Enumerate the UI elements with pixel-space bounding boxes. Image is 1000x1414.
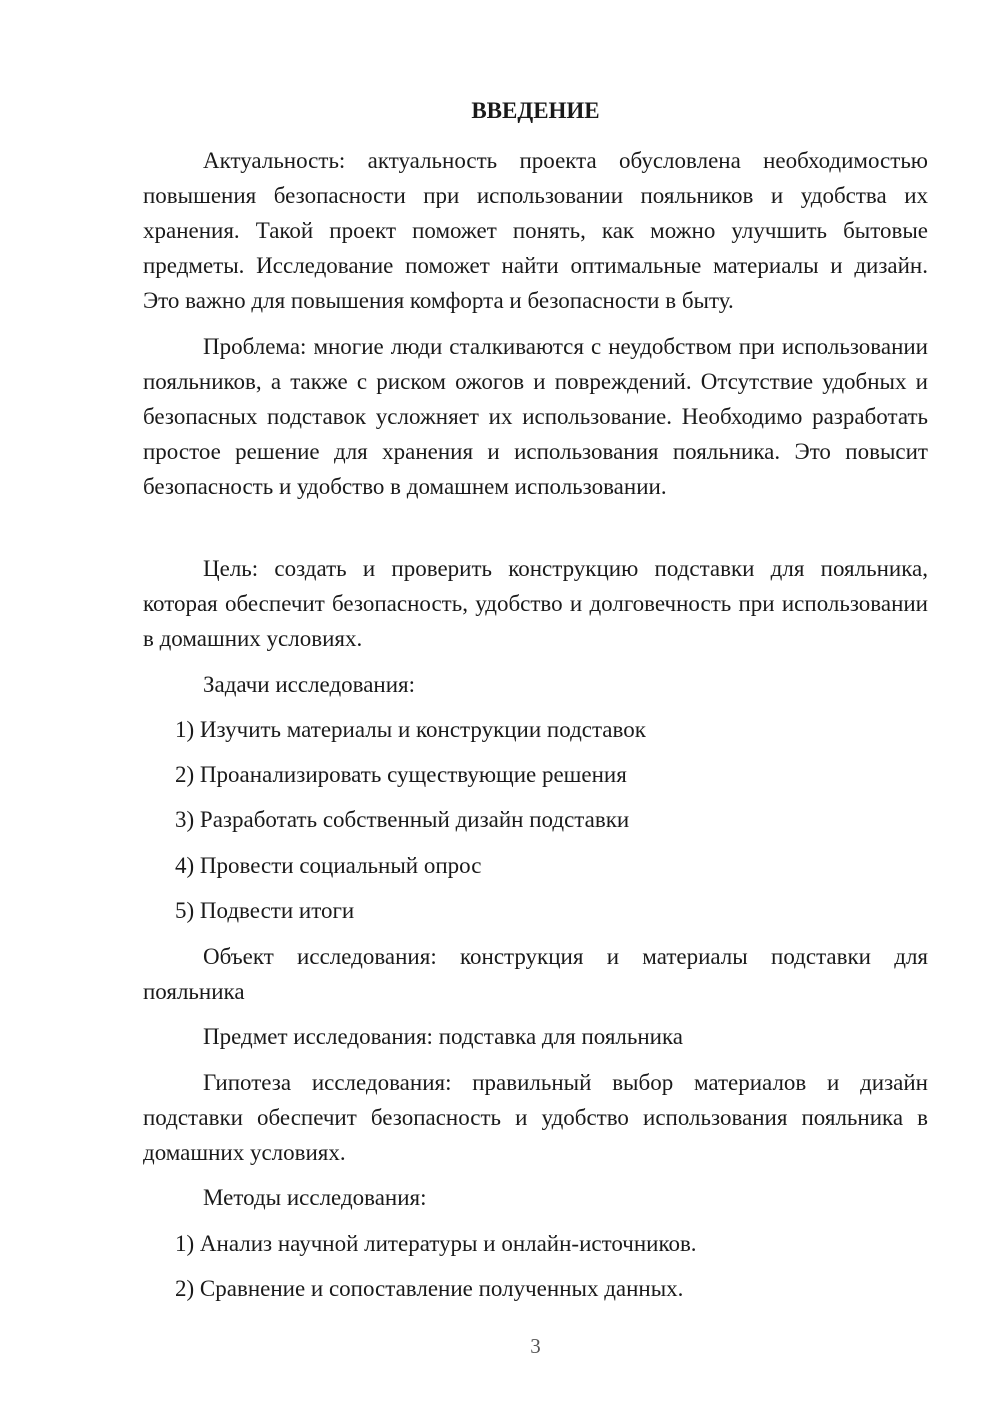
method-item: 2) Сравнение и сопоставление полученных данных. [175,1276,684,1301]
page-number: 3 [530,1334,541,1358]
tasks-heading: Задачи исследования: [203,672,416,697]
subject-paragraph: Предмет исследования: подставка для пояльника [203,1024,684,1049]
method-item: 1) Анализ научной литературы и онлайн-источников. [175,1231,697,1256]
methods-heading: Методы исследования: [203,1185,427,1210]
task-item: 2) Проанализировать существующие решения [175,762,627,787]
task-item: 5) Подвести итоги [175,898,355,923]
problem-paragraph: Проблема: многие люди сталкиваются с неудобством при использовании пояльников, а также с риском ожогов и повреждений. Отсутствие удобных и безопасных подставок усложняет их использование. Необходимо разработать простое решение для хранения и использования пояльника. Это повысит безопасность и удобство в домашнем использовании. [143,334,928,499]
task-item: 4) Провести социальный опрос [175,853,482,878]
object-paragraph: Объект исследования: конструкция и материалы подставки для пояльника [143,944,928,1004]
section-title: ВВЕДЕНИЕ [471,98,600,123]
goal-paragraph: Цель: создать и проверить конструкцию подставки для пояльника, которая обеспечит безопасность, удобство и долговечность при использовании в домашних условиях. [143,556,928,651]
task-item: 3) Разработать собственный дизайн подставки [175,807,630,832]
task-item: 1) Изучить материалы и конструкции подставок [175,717,646,742]
relevance-paragraph: Актуальность: актуальность проекта обусловлена необходимостью повышения безопасности при использовании пояльников и удобства их хранения. Такой проект поможет понять, как можно улучшить бытовые предметы. Исследование поможет найти оптимальные материалы и дизайн. Это важно для повышения комфорта и безопасности в быту. [143,148,928,313]
hypothesis-paragraph: Гипотеза исследования: правильный выбор материалов и дизайн подставки обеспечит безопасность и удобство использования пояльника в домашних условиях. [143,1070,928,1165]
